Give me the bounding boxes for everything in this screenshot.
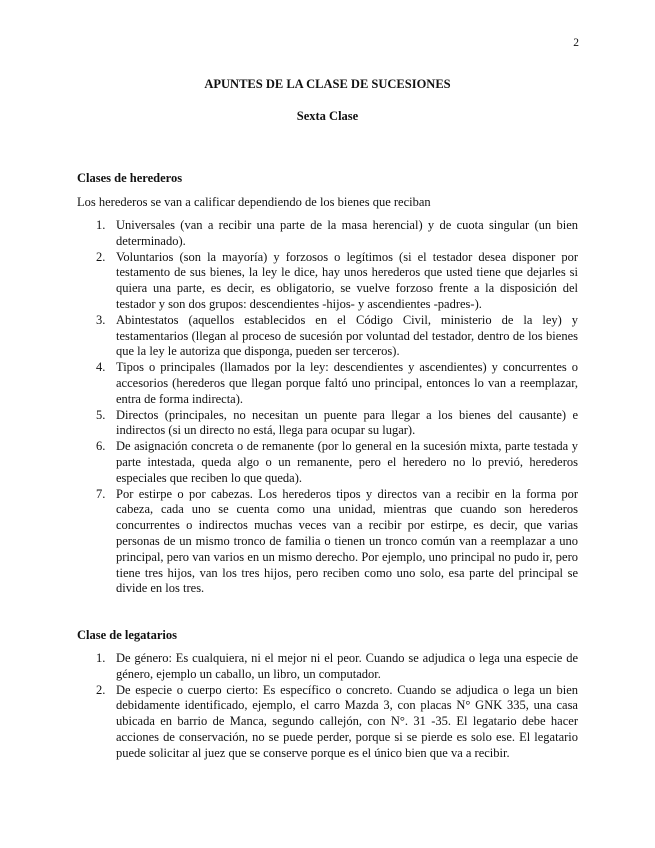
heirs-list-item xyxy=(77,313,578,360)
list-item-number: 1. xyxy=(96,218,106,232)
heirs-section-heading: Clases de herederos xyxy=(77,171,183,185)
list-item-text: Universales (van a recibir una parte de la masa herencial) y de cuota singular (un bien determinado). xyxy=(116,218,578,248)
list-item-text: Tipos o principales (llamados por la ley: descendientes y ascendientes) y concurrentes o accesorios (herederos que llegan porque faltó uno principal, entonces lo van a reemplazar, entra de forma indirecta). xyxy=(116,360,578,406)
heirs-list xyxy=(77,218,578,597)
heirs-list-item xyxy=(77,439,578,486)
heirs-list-item xyxy=(77,360,578,407)
document-subtitle: Sexta Clase xyxy=(296,109,359,123)
list-item-text: De asignación concreta o de remanente (por lo general en la sucesión mixta, parte testada y parte intestada, queda algo o un remanente, pero el heredero no lo previó, herederos especiales que reciben lo que queda). xyxy=(116,439,578,485)
document-title: APUNTES DE LA CLASE DE SUCESIONES xyxy=(204,77,451,91)
heirs-list-item xyxy=(77,408,578,440)
list-item-number: 1. xyxy=(96,651,106,665)
heirs-list-item xyxy=(77,487,578,598)
list-item-text: Directos (principales, no necesitan un puente para llegar a los bienes del causante) e indirectos (si un directo no está, llega para ocupar su lugar). xyxy=(116,407,578,438)
heirs-list-item xyxy=(77,218,578,250)
list-item-text: Voluntarios (son la mayoría) y forzosos o legítimos (si el testador desea disponer por testamento de sus bienes, la ley le dice, hay unos herederos que usted tiene que dejarles si quiera una parte, es decir, es obligatorio, se vuelve forzoso frente a la disposición del testador y son dos grupos: descendientes -hijos- y ascendientes -padres-). xyxy=(116,249,578,311)
list-item-text: De especie o cuerpo cierto: Es específico o concreto. Cuando se adjudica o lega un bien debidamente identificado, ejemplo, el carro Mazda 3, con placas N° GNK 335, una casa ubicada en barrio de Manca, segundo callejón, con N°. 31 -35. El legatario debe hacer acciones de conservación, no se puede perder, porque si se pierde es solo ese. El legatario puede solicitar al juez que se conserve porque es el único bien que va a recibir. xyxy=(116,682,578,760)
heirs-list-item xyxy=(77,250,578,313)
list-item-number: 6. xyxy=(96,439,106,454)
heirs-intro: Los herederos se van a calificar dependiendo de los bienes que reciban xyxy=(77,195,431,209)
legatees-section-heading: Clase de legatarios xyxy=(77,628,177,642)
list-item-number: 2. xyxy=(96,682,106,697)
page-number: 2 xyxy=(573,37,579,49)
list-item-text: Por estirpe o por cabezas. Los herederos tipos y directos van a recibir en la forma por cabeza, cada uno se cuenta como una unidad, mientras que cuando son herederos concurrentes o indirectos muchas veces van a recibir por estirpe, es decir, que varias personas de un mismo tronco de familia o tienen un tronco común van a reemplazar a uno principal, pero van varios en un mismo derecho. Por ejemplo, uno principal no pudo ir, pero tiene tres hijos, van los tres hijos, pero reciben como uno solo, esa parte del principal se divide en los tres. xyxy=(116,486,578,596)
legatees-list-item xyxy=(77,683,578,762)
legatees-list xyxy=(77,651,578,762)
legatees-list-item xyxy=(77,651,578,683)
list-item-number: 4. xyxy=(96,360,106,375)
list-item-number: 5. xyxy=(96,407,106,422)
list-item-number: 3. xyxy=(96,312,106,327)
list-item-text: Abintestatos (aquellos establecidos en el Código Civil, ministerio de la ley) y testamentarios (llegan al proceso de sucesión por voluntad del testador, dentro de los bienes que la ley le autoriza que disponga, pueden ser terceros). xyxy=(116,312,578,359)
list-item-text: De género: Es cualquiera, ni el mejor ni el peor. Cuando se adjudica o lega una especie de género, ejemplo un caballo, un libro, un computador. xyxy=(116,651,578,681)
list-item-number: 2. xyxy=(96,249,106,264)
list-item-number: 7. xyxy=(96,486,106,501)
